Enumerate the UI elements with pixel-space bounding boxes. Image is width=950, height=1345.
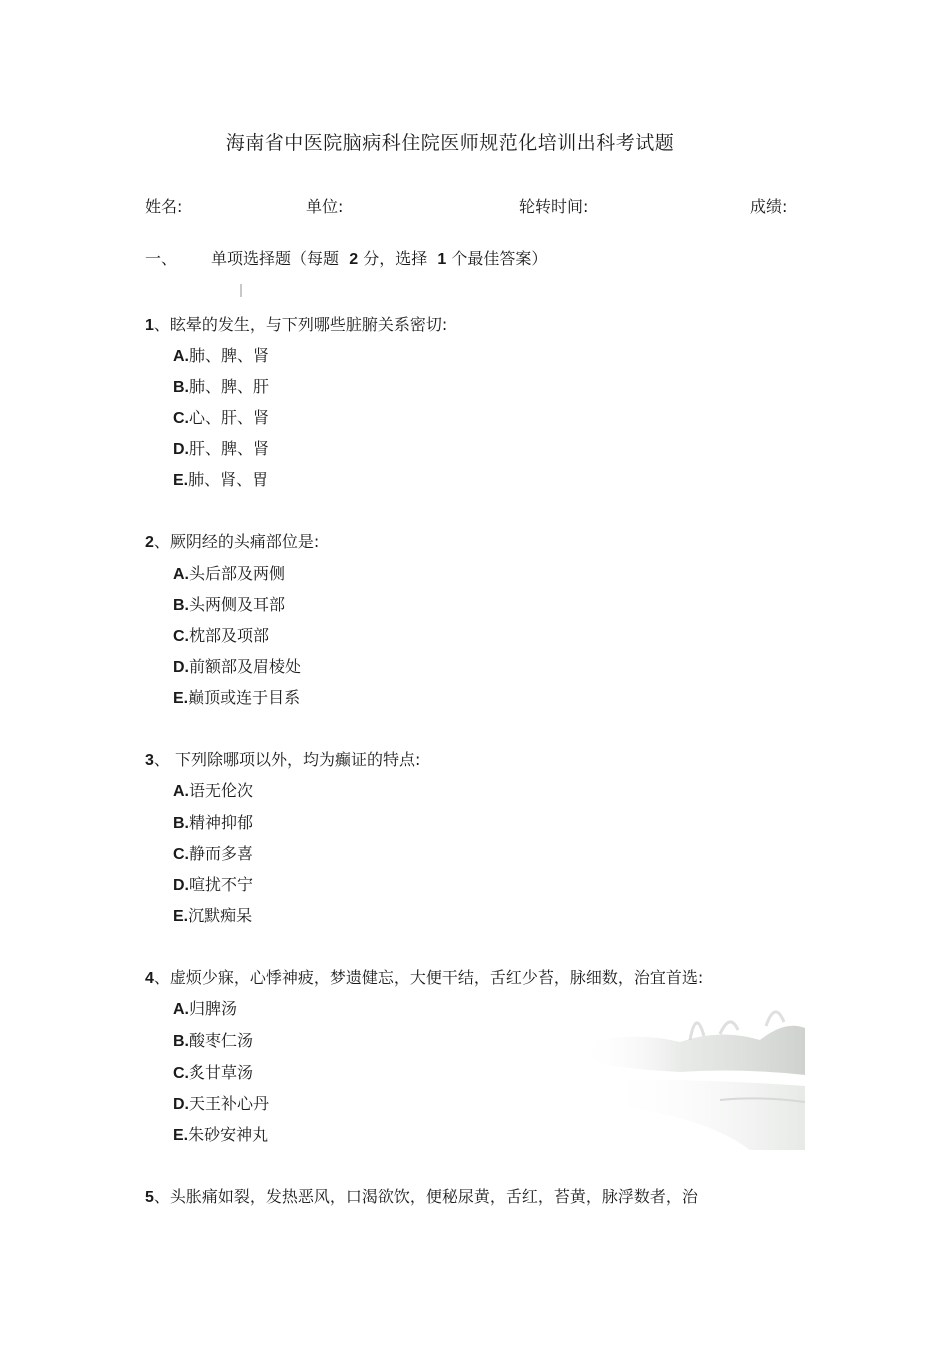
question-5 [145, 1184, 698, 1207]
score-label: 成绩: [750, 197, 788, 216]
option-letter: E. [173, 908, 189, 925]
question-2-option-a [173, 561, 285, 584]
option-letter: A. [173, 1001, 189, 1018]
option-text: 头后部及两侧 [189, 564, 286, 583]
rotation-time-label: 轮转时间: [519, 197, 589, 216]
section-count: 1 [437, 251, 447, 268]
question-4-option-d [173, 1091, 269, 1114]
question-4 [145, 965, 703, 988]
question-3-option-b [173, 810, 253, 833]
option-text: 沉默痴呆 [188, 906, 253, 925]
option-text: 喧扰不宁 [189, 875, 254, 894]
option-letter: C. [173, 1065, 189, 1082]
landscape-watermark [570, 1000, 805, 1150]
unit-label: 单位: [306, 197, 344, 216]
question-text: 、厥阴经的头痛部位是: [153, 532, 320, 551]
option-letter: E. [173, 1127, 189, 1144]
question-4-option-b [173, 1028, 253, 1051]
option-text: 枕部及项部 [189, 626, 270, 645]
question-3-option-e [173, 903, 252, 926]
option-text: 肺、脾、肾 [189, 346, 270, 365]
option-text: 语无伦次 [189, 781, 254, 800]
question-3-option-c [173, 841, 253, 864]
option-text: 肺、脾、肝 [189, 377, 270, 396]
question-3 [145, 747, 420, 770]
question-1-option-b [173, 374, 269, 397]
section-text-2: 分，选择 [363, 249, 428, 268]
question-2 [145, 529, 319, 552]
scan-mark [240, 284, 242, 297]
option-letter: B. [173, 815, 189, 832]
option-letter: E. [173, 690, 189, 707]
question-1 [145, 312, 447, 335]
option-letter: C. [173, 410, 189, 427]
option-letter: B. [173, 1033, 189, 1050]
option-letter: A. [173, 348, 189, 365]
option-text: 静而多喜 [189, 844, 254, 863]
page-title: 海南省中医院脑病科住院医师规范化培训出科考试题 [225, 132, 675, 154]
question-1-option-e [173, 467, 268, 490]
question-number: 2 [145, 534, 154, 551]
question-2-option-e [173, 685, 300, 708]
option-text: 前额部及眉棱处 [189, 657, 302, 676]
section-text-1: 单项选择题（每题 [211, 249, 340, 268]
option-text: 肺、肾、胃 [188, 470, 269, 489]
question-1-option-a [173, 343, 269, 366]
option-text: 精神抑郁 [189, 813, 254, 832]
option-letter: C. [173, 846, 189, 863]
section-number: 一、 [145, 249, 178, 268]
question-2-option-b [173, 592, 285, 615]
question-1-option-d [173, 436, 269, 459]
option-text: 朱砂安神丸 [188, 1125, 269, 1144]
section-heading [145, 246, 547, 269]
option-text: 心、肝、肾 [189, 408, 270, 427]
question-4-option-c [173, 1060, 253, 1083]
question-number: 5 [145, 1189, 154, 1206]
question-3-option-a [173, 778, 253, 801]
option-text: 头两侧及耳部 [189, 595, 286, 614]
option-letter: D. [173, 441, 189, 458]
option-letter: A. [173, 566, 189, 583]
question-text: 、眩晕的发生，与下列哪些脏腑关系密切: [153, 315, 448, 334]
option-letter: D. [173, 659, 189, 676]
option-letter: B. [173, 379, 189, 396]
option-letter: D. [173, 877, 189, 894]
option-text: 炙甘草汤 [189, 1063, 254, 1082]
candidate-info-row [145, 194, 795, 216]
option-text: 酸枣仁汤 [189, 1031, 254, 1050]
section-points: 2 [349, 251, 359, 268]
question-2-option-d [173, 654, 301, 677]
question-number: 3 [145, 752, 154, 769]
question-3-option-d [173, 872, 253, 895]
option-letter: E. [173, 472, 189, 489]
option-letter: A. [173, 783, 189, 800]
question-4-option-e [173, 1122, 268, 1145]
option-text: 肝、脾、肾 [189, 439, 270, 458]
question-number: 1 [145, 317, 154, 334]
option-text: 天王补心丹 [189, 1094, 270, 1113]
option-text: 归脾汤 [189, 999, 238, 1018]
question-text: 、头胀痛如裂，发热恶风，口渴欲饮，便秘尿黄，舌红，苔黄，脉浮数者，治 [153, 1187, 698, 1206]
section-text-3: 个最佳答案） [451, 249, 548, 268]
option-text: 巅顶或连于目系 [188, 688, 301, 707]
option-letter: C. [173, 628, 189, 645]
question-text: 、 下列除哪项以外，均为癫证的特点: [153, 750, 421, 769]
question-number: 4 [145, 970, 154, 987]
name-label: 姓名: [145, 197, 183, 216]
question-text: 、虚烦少寐，心悸神疲，梦遗健忘，大便干结，舌红少苔，脉细数，治宜首选: [153, 968, 704, 987]
question-1-option-c [173, 405, 269, 428]
option-letter: D. [173, 1096, 189, 1113]
option-letter: B. [173, 597, 189, 614]
question-2-option-c [173, 623, 269, 646]
question-4-option-a [173, 996, 237, 1019]
